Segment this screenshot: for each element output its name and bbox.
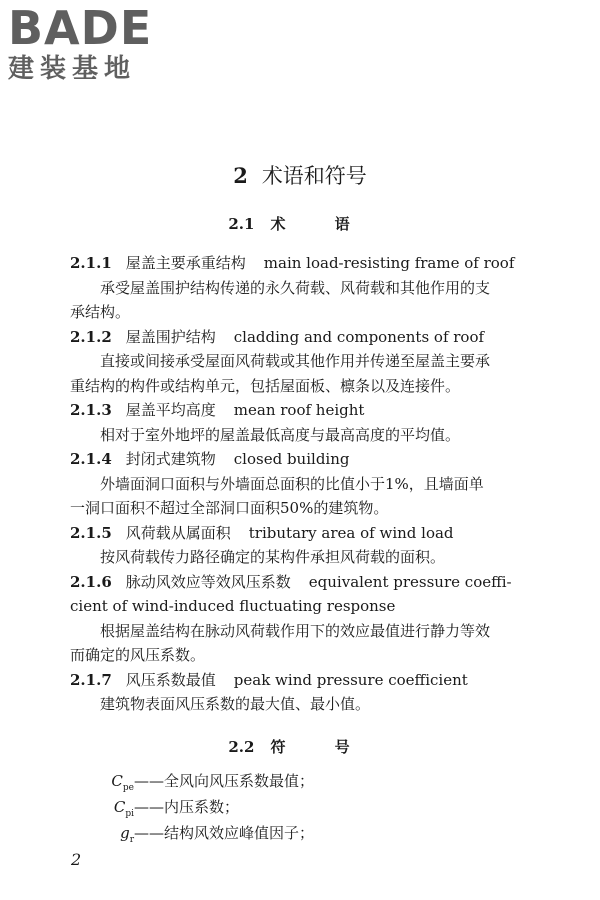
term-definition-line: 建筑物表面风压系数的最大值、最小值。 — [100, 695, 371, 713]
chapter-title — [0, 160, 600, 190]
page-number: 2 — [71, 850, 82, 869]
term-entry — [70, 251, 540, 325]
term-english-continued: cient of wind-induced fluctuating response — [70, 597, 396, 615]
term-english: closed building — [233, 450, 350, 468]
symbols-list — [98, 768, 538, 846]
term-entry — [70, 570, 540, 668]
term-code: 2.1.5 — [70, 523, 112, 542]
logo-subtitle: 建装基地 — [8, 54, 137, 84]
term-chinese: 屋盖围护结构 — [125, 327, 216, 346]
term-english: equivalent pressure coeffi- — [308, 572, 512, 591]
symbol: $g_r$ — [120, 824, 134, 845]
symbol-description: ——全风向风压系数最值； — [134, 772, 315, 790]
logo-wordmark: BADE — [8, 1, 153, 55]
term-chinese: 屋盖平均高度 — [125, 401, 216, 419]
bade-logo — [8, 1, 178, 84]
term-definition-line: 相对于室外地坪的屋盖最低高度与最高高度的平均值。 — [100, 425, 461, 444]
term-code: 2.1.4 — [70, 450, 112, 468]
term-chinese: 风压系数最值 — [125, 670, 216, 689]
symbol-entry — [98, 768, 538, 794]
symbol: $C_{pi}$ — [113, 798, 134, 819]
term-code: 2.1.7 — [70, 670, 112, 689]
symbol-entry — [98, 820, 538, 846]
term-definition-line: 直接或间接承受屋面风荷载或其他作用并传递至屋盖主要承 — [100, 352, 491, 370]
symbol-description: ——内压系数； — [134, 798, 240, 816]
term-definition-line: 重结构的构件或结构单元，包括屋面板、檩条以及连接件。 — [70, 376, 461, 395]
term-definition-line: 外墙面洞口面积与外墙面总面积的比值小于1%，且墙面单 — [100, 474, 484, 493]
section-title-text: 术 语 — [270, 215, 372, 233]
term-chinese: 封闭式建筑物 — [125, 450, 216, 468]
symbol: $C_{pe}$ — [111, 772, 134, 793]
term-entry — [70, 447, 540, 521]
term-chinese: 脉动风效应等效风压系数 — [125, 572, 291, 591]
section-heading-symbols — [0, 736, 600, 757]
term-english: tributary area of wind load — [248, 523, 454, 542]
term-english: cladding and components of roof — [233, 327, 485, 346]
section-number: 2.1 — [228, 215, 255, 233]
chapter-number: 2 — [233, 163, 248, 188]
term-definition-line: 一洞口面积不超过全部洞口面积50%的建筑物。 — [70, 499, 389, 517]
term-code: 2.1.2 — [70, 327, 112, 346]
term-chinese: 风荷载从属面积 — [125, 523, 231, 542]
term-chinese: 屋盖主要承重结构 — [125, 254, 246, 272]
term-definition-line: 根据屋盖结构在脉动风荷载作用下的效应最值进行静力等效 — [100, 621, 491, 640]
section-number: 2.2 — [228, 738, 255, 756]
symbol-description: ——结构风效应峰值因子； — [134, 824, 315, 842]
term-entry — [70, 398, 540, 447]
term-english: main load-resisting frame of roof — [263, 254, 515, 272]
chapter-title-text: 术语和符号 — [261, 164, 367, 188]
term-definition-line: 而确定的风压系数。 — [70, 646, 206, 664]
term-definition-line: 承结构。 — [70, 303, 131, 321]
term-entry — [70, 325, 540, 399]
term-entry — [70, 668, 540, 717]
term-english: peak wind pressure coefficient — [233, 670, 468, 689]
term-definition-line: 承受屋盖围护结构传递的永久荷载、风荷载和其他作用的支 — [100, 278, 491, 297]
term-code: 2.1.6 — [70, 572, 112, 591]
term-english: mean roof height — [233, 401, 365, 419]
section-title-text: 符 号 — [270, 738, 372, 756]
symbol-entry — [98, 794, 538, 820]
term-definition-line: 按风荷载传力路径确定的某构件承担风荷载的面积。 — [100, 548, 446, 566]
term-entry — [70, 521, 540, 570]
term-code: 2.1.1 — [70, 254, 112, 272]
term-code: 2.1.3 — [70, 401, 112, 419]
terms-list — [70, 251, 540, 717]
section-heading-terms — [0, 213, 600, 234]
